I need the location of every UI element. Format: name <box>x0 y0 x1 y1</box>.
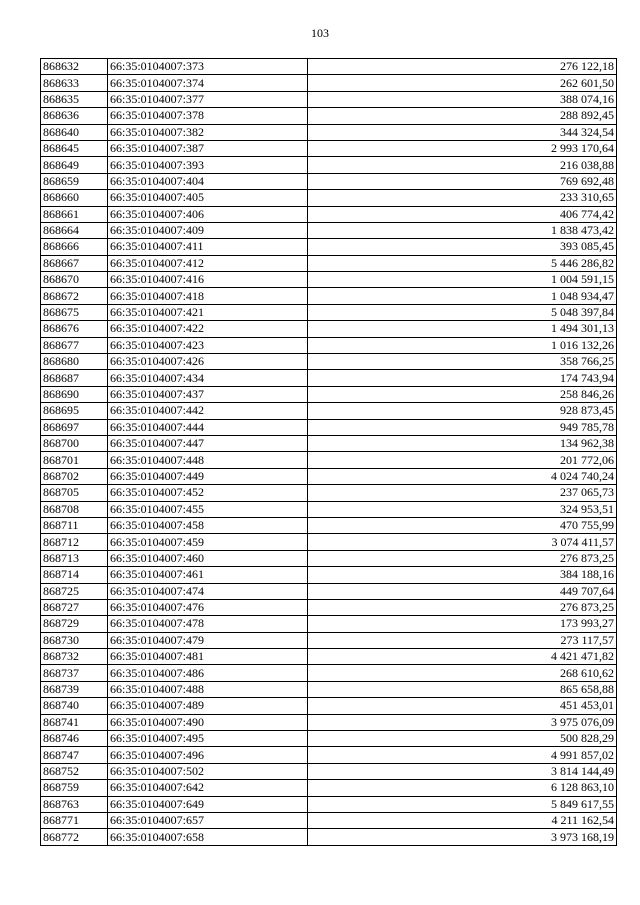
cadastral-number-cell: 66:35:0104007:437 <box>108 386 308 402</box>
cadastral-number-cell: 66:35:0104007:449 <box>108 468 308 484</box>
value-cell: 384 188,16 <box>308 567 617 583</box>
table-row <box>41 681 617 697</box>
value-cell: 1 048 934,47 <box>308 288 617 304</box>
value-cell: 237 065,73 <box>308 485 617 501</box>
cadastral-number-cell: 66:35:0104007:658 <box>108 829 308 845</box>
table-row <box>41 157 617 173</box>
value-cell: 5 849 617,55 <box>308 796 617 812</box>
row-id-cell: 868632 <box>41 59 108 75</box>
row-id-cell: 868705 <box>41 485 108 501</box>
value-cell: 1 838 473,42 <box>308 222 617 238</box>
value-cell: 276 873,25 <box>308 550 617 566</box>
value-cell: 233 310,65 <box>308 190 617 206</box>
cadastral-number-cell: 66:35:0104007:459 <box>108 534 308 550</box>
value-cell: 4 991 857,02 <box>308 747 617 763</box>
cadastral-number-cell: 66:35:0104007:496 <box>108 747 308 763</box>
value-cell: 288 892,45 <box>308 108 617 124</box>
row-id-cell: 868649 <box>41 157 108 173</box>
table-row <box>41 468 617 484</box>
cadastral-number-cell: 66:35:0104007:490 <box>108 714 308 730</box>
cadastral-number-cell: 66:35:0104007:442 <box>108 403 308 419</box>
cadastral-number-cell: 66:35:0104007:649 <box>108 796 308 812</box>
table-row <box>41 370 617 386</box>
value-cell: 6 128 863,10 <box>308 780 617 796</box>
table-row <box>41 796 617 812</box>
cadastral-number-cell: 66:35:0104007:461 <box>108 567 308 583</box>
row-id-cell: 868729 <box>41 616 108 632</box>
cadastral-number-cell: 66:35:0104007:421 <box>108 304 308 320</box>
row-id-cell: 868640 <box>41 124 108 140</box>
cadastral-number-cell: 66:35:0104007:452 <box>108 485 308 501</box>
cadastral-number-cell: 66:35:0104007:502 <box>108 763 308 779</box>
value-cell: 393 085,45 <box>308 239 617 255</box>
table-row <box>41 583 617 599</box>
row-id-cell: 868727 <box>41 599 108 615</box>
row-id-cell: 868659 <box>41 173 108 189</box>
value-cell: 949 785,78 <box>308 419 617 435</box>
row-id-cell: 868675 <box>41 304 108 320</box>
value-cell: 470 755,99 <box>308 517 617 533</box>
cadastral-number-cell: 66:35:0104007:479 <box>108 632 308 648</box>
cadastral-number-cell: 66:35:0104007:478 <box>108 616 308 632</box>
table-row <box>41 337 617 353</box>
table-row <box>41 534 617 550</box>
row-id-cell: 868725 <box>41 583 108 599</box>
table-row <box>41 599 617 615</box>
value-cell: 276 122,18 <box>308 59 617 75</box>
table-row <box>41 75 617 91</box>
row-id-cell: 868746 <box>41 731 108 747</box>
cadastral-number-cell: 66:35:0104007:393 <box>108 157 308 173</box>
value-cell: 324 953,51 <box>308 501 617 517</box>
cadastral-number-cell: 66:35:0104007:642 <box>108 780 308 796</box>
cadastral-number-cell: 66:35:0104007:657 <box>108 812 308 828</box>
row-id-cell: 868672 <box>41 288 108 304</box>
table-row <box>41 665 617 681</box>
row-id-cell: 868759 <box>41 780 108 796</box>
value-cell: 5 048 397,84 <box>308 304 617 320</box>
cadastral-number-cell: 66:35:0104007:406 <box>108 206 308 222</box>
value-cell: 500 828,29 <box>308 731 617 747</box>
row-id-cell: 868732 <box>41 649 108 665</box>
cadastral-number-cell: 66:35:0104007:481 <box>108 649 308 665</box>
table-row <box>41 698 617 714</box>
cadastral-number-cell: 66:35:0104007:474 <box>108 583 308 599</box>
value-cell: 344 324,54 <box>308 124 617 140</box>
table-row <box>41 222 617 238</box>
value-cell: 276 873,25 <box>308 599 617 615</box>
table-row <box>41 59 617 75</box>
value-cell: 134 962,38 <box>308 435 617 451</box>
row-id-cell: 868635 <box>41 91 108 107</box>
cadastral-number-cell: 66:35:0104007:378 <box>108 108 308 124</box>
table-row <box>41 812 617 828</box>
cadastral-number-cell: 66:35:0104007:418 <box>108 288 308 304</box>
row-id-cell: 868670 <box>41 272 108 288</box>
table-row <box>41 124 617 140</box>
table-row <box>41 747 617 763</box>
row-id-cell: 868676 <box>41 321 108 337</box>
value-cell: 3 973 168,19 <box>308 829 617 845</box>
value-cell: 449 707,64 <box>308 583 617 599</box>
table-row <box>41 304 617 320</box>
value-cell: 4 211 162,54 <box>308 812 617 828</box>
cadastral-number-cell: 66:35:0104007:374 <box>108 75 308 91</box>
cadastral-number-cell: 66:35:0104007:426 <box>108 354 308 370</box>
row-id-cell: 868690 <box>41 386 108 402</box>
row-id-cell: 868708 <box>41 501 108 517</box>
table-row <box>41 517 617 533</box>
table-row <box>41 386 617 402</box>
row-id-cell: 868752 <box>41 763 108 779</box>
value-cell: 1 016 132,26 <box>308 337 617 353</box>
table-row <box>41 435 617 451</box>
table-body <box>41 59 617 846</box>
value-cell: 3 074 411,57 <box>308 534 617 550</box>
row-id-cell: 868680 <box>41 354 108 370</box>
cadastral-number-cell: 66:35:0104007:377 <box>108 91 308 107</box>
value-cell: 268 610,62 <box>308 665 617 681</box>
row-id-cell: 868645 <box>41 140 108 156</box>
cadastral-number-cell: 66:35:0104007:404 <box>108 173 308 189</box>
row-id-cell: 868714 <box>41 567 108 583</box>
table-row <box>41 763 617 779</box>
table-row <box>41 501 617 517</box>
table-row <box>41 731 617 747</box>
cadastral-number-cell: 66:35:0104007:412 <box>108 255 308 271</box>
cadastral-number-cell: 66:35:0104007:409 <box>108 222 308 238</box>
row-id-cell: 868771 <box>41 812 108 828</box>
row-id-cell: 868741 <box>41 714 108 730</box>
row-id-cell: 868677 <box>41 337 108 353</box>
value-cell: 406 774,42 <box>308 206 617 222</box>
table-row <box>41 91 617 107</box>
value-cell: 3 975 076,09 <box>308 714 617 730</box>
value-cell: 1 494 301,13 <box>308 321 617 337</box>
value-cell: 273 117,57 <box>308 632 617 648</box>
cadastral-number-cell: 66:35:0104007:411 <box>108 239 308 255</box>
cadastral-number-cell: 66:35:0104007:434 <box>108 370 308 386</box>
row-id-cell: 868700 <box>41 435 108 451</box>
value-cell: 5 446 286,82 <box>308 255 617 271</box>
value-cell: 201 772,06 <box>308 452 617 468</box>
value-cell: 262 601,50 <box>308 75 617 91</box>
value-cell: 4 421 471,82 <box>308 649 617 665</box>
row-id-cell: 868666 <box>41 239 108 255</box>
table-row <box>41 616 617 632</box>
row-id-cell: 868701 <box>41 452 108 468</box>
cadastral-number-cell: 66:35:0104007:423 <box>108 337 308 353</box>
value-cell: 258 846,26 <box>308 386 617 402</box>
table-row <box>41 288 617 304</box>
value-cell: 388 074,16 <box>308 91 617 107</box>
cadastral-number-cell: 66:35:0104007:489 <box>108 698 308 714</box>
table-row <box>41 321 617 337</box>
table-row <box>41 206 617 222</box>
value-cell: 928 873,45 <box>308 403 617 419</box>
cadastral-number-cell: 66:35:0104007:447 <box>108 435 308 451</box>
cadastral-number-cell: 66:35:0104007:488 <box>108 681 308 697</box>
table-row <box>41 567 617 583</box>
cadastral-number-cell: 66:35:0104007:460 <box>108 550 308 566</box>
cadastral-number-cell: 66:35:0104007:382 <box>108 124 308 140</box>
row-id-cell: 868695 <box>41 403 108 419</box>
row-id-cell: 868763 <box>41 796 108 812</box>
row-id-cell: 868667 <box>41 255 108 271</box>
cadastral-number-cell: 66:35:0104007:422 <box>108 321 308 337</box>
row-id-cell: 868697 <box>41 419 108 435</box>
row-id-cell: 868712 <box>41 534 108 550</box>
row-id-cell: 868660 <box>41 190 108 206</box>
value-cell: 865 658,88 <box>308 681 617 697</box>
value-cell: 216 038,88 <box>308 157 617 173</box>
cadastral-number-cell: 66:35:0104007:373 <box>108 59 308 75</box>
cadastral-number-cell: 66:35:0104007:495 <box>108 731 308 747</box>
row-id-cell: 868730 <box>41 632 108 648</box>
table-row <box>41 485 617 501</box>
value-cell: 3 814 144,49 <box>308 763 617 779</box>
page-number: 103 <box>311 26 329 40</box>
cadastral-number-cell: 66:35:0104007:387 <box>108 140 308 156</box>
table-row <box>41 829 617 845</box>
row-id-cell: 868687 <box>41 370 108 386</box>
table-row <box>41 173 617 189</box>
value-cell: 1 004 591,15 <box>308 272 617 288</box>
value-cell: 451 453,01 <box>308 698 617 714</box>
data-table <box>40 58 617 846</box>
row-id-cell: 868737 <box>41 665 108 681</box>
table-row <box>41 632 617 648</box>
row-id-cell: 868702 <box>41 468 108 484</box>
row-id-cell: 868661 <box>41 206 108 222</box>
value-cell: 4 024 740,24 <box>308 468 617 484</box>
value-cell: 2 993 170,64 <box>308 140 617 156</box>
table-row <box>41 403 617 419</box>
cadastral-number-cell: 66:35:0104007:458 <box>108 517 308 533</box>
value-cell: 173 993,27 <box>308 616 617 632</box>
row-id-cell: 868740 <box>41 698 108 714</box>
table-row <box>41 452 617 468</box>
row-id-cell: 868772 <box>41 829 108 845</box>
row-id-cell: 868747 <box>41 747 108 763</box>
cadastral-number-cell: 66:35:0104007:486 <box>108 665 308 681</box>
cadastral-number-cell: 66:35:0104007:416 <box>108 272 308 288</box>
cadastral-number-cell: 66:35:0104007:448 <box>108 452 308 468</box>
value-cell: 358 766,25 <box>308 354 617 370</box>
row-id-cell: 868711 <box>41 517 108 533</box>
table-row <box>41 239 617 255</box>
row-id-cell: 868739 <box>41 681 108 697</box>
cadastral-number-cell: 66:35:0104007:476 <box>108 599 308 615</box>
cadastral-number-cell: 66:35:0104007:405 <box>108 190 308 206</box>
row-id-cell: 868636 <box>41 108 108 124</box>
table-row <box>41 419 617 435</box>
table-row <box>41 714 617 730</box>
table-row <box>41 272 617 288</box>
cadastral-number-cell: 66:35:0104007:455 <box>108 501 308 517</box>
row-id-cell: 868664 <box>41 222 108 238</box>
row-id-cell: 868713 <box>41 550 108 566</box>
cadastral-number-cell: 66:35:0104007:444 <box>108 419 308 435</box>
row-id-cell: 868633 <box>41 75 108 91</box>
value-cell: 174 743,94 <box>308 370 617 386</box>
value-cell: 769 692,48 <box>308 173 617 189</box>
table-row <box>41 140 617 156</box>
table-row <box>41 108 617 124</box>
table-row <box>41 255 617 271</box>
table-row <box>41 780 617 796</box>
table-row <box>41 354 617 370</box>
table-row <box>41 190 617 206</box>
table-row <box>41 649 617 665</box>
table-row <box>41 550 617 566</box>
